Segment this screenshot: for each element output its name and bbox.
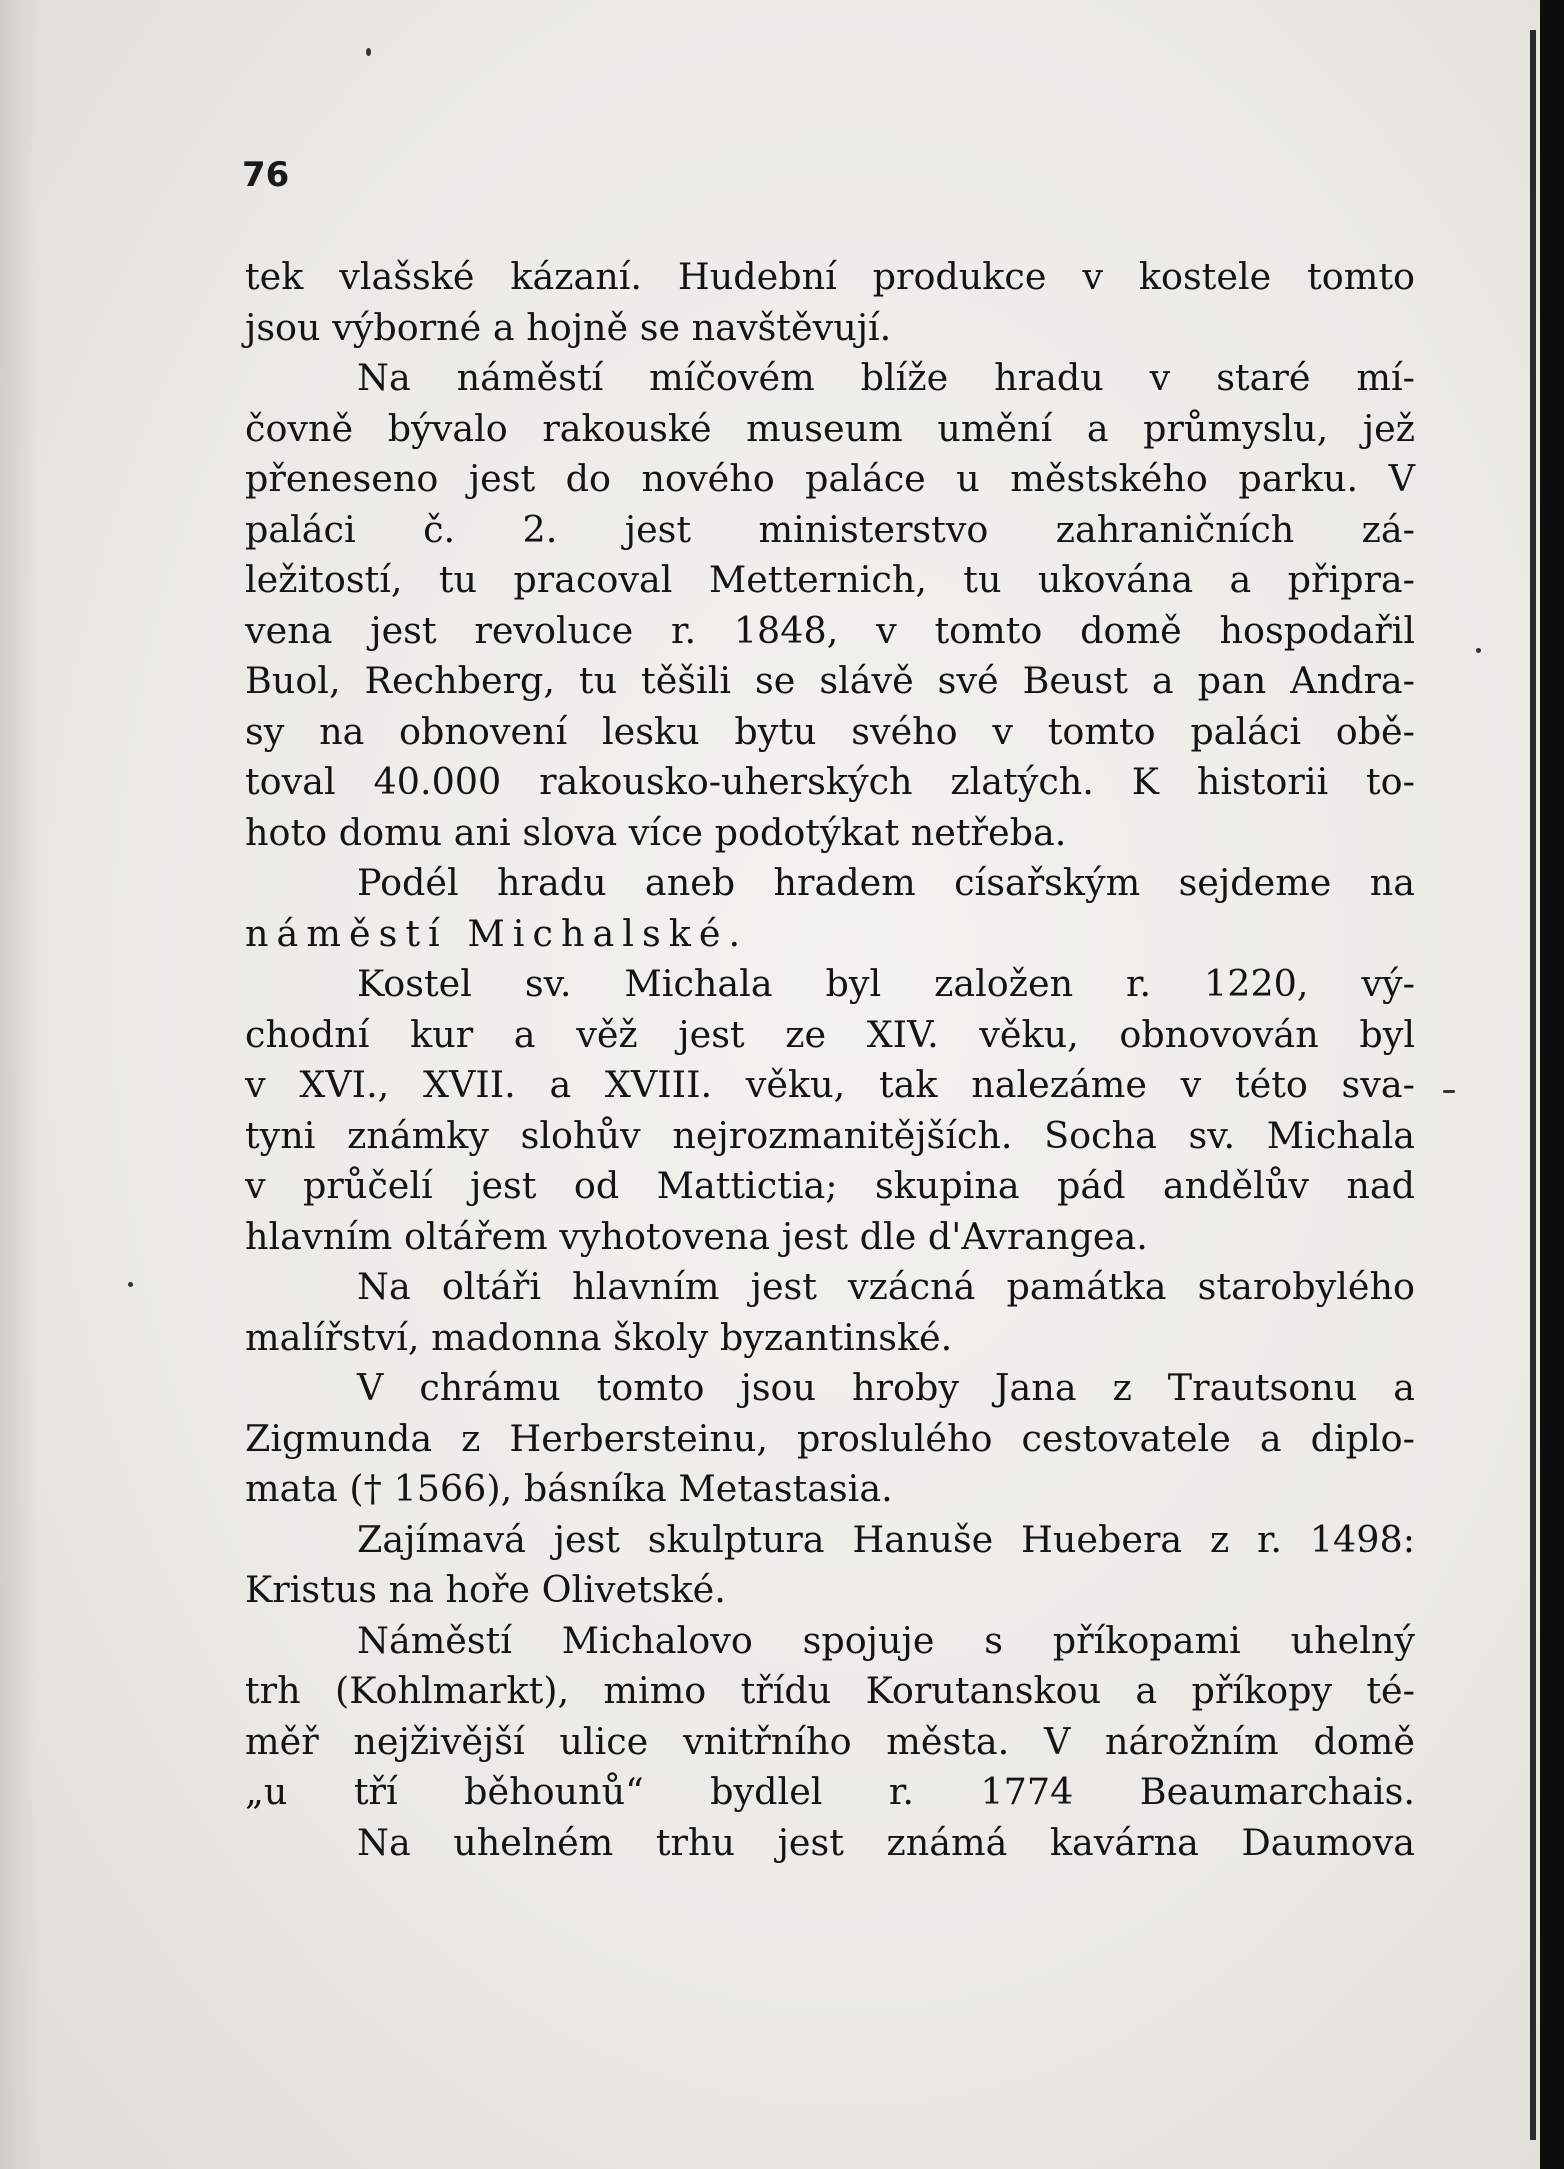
text-line: hoto domu ani slova více podotýkat netřeba. <box>245 810 1067 854</box>
text-line: Buol, Rechberg, tu těšili se slávě své Beust a pan Andra- <box>245 659 1415 702</box>
text-line: Na oltáři hlavním jest vzácná památka starobylého <box>357 1265 1415 1308</box>
text-line: sy na obnovení lesku bytu svého v tomto paláci obě- <box>245 709 1415 753</box>
scan-speck <box>1443 1090 1455 1093</box>
body-text <box>245 252 1415 1868</box>
text-line: paláci č. 2. jest ministerstvo zahraničních zá- <box>245 507 1415 551</box>
page-number: 76 <box>242 155 290 195</box>
page-gutter-shadow <box>0 0 40 2169</box>
text-line: Na uhelném trhu jest známá kavárna Daumova <box>357 1820 1415 1864</box>
scan-speck <box>1476 648 1481 653</box>
text-line: Zigmunda z Herbersteinu, proslulého cestovatele a diplo- <box>245 1416 1415 1460</box>
text-line: Kostel sv. Michala byl založen r. 1220, vý- <box>357 962 1415 1005</box>
text-line: měř nejživější ulice vnitřního města. V nárožním domě <box>245 1719 1415 1763</box>
text-line: Náměstí Michalovo spojuje s příkopami uhelný <box>357 1618 1415 1662</box>
text-line: V chrámu tomto jsou hroby Jana z Trautsonu a <box>357 1366 1415 1409</box>
scan-speck <box>366 48 371 56</box>
text-line: Kristus na hoře Olivetské. <box>245 1568 726 1611</box>
text-line: tyni známky slohův nejrozmanitějších. Socha sv. Michala <box>245 1113 1415 1157</box>
text-line: čovně bývalo rakouské museum umění a průmyslu, jež <box>245 406 1415 450</box>
scan-speck <box>128 1282 133 1287</box>
text-line: v XVI., XVII. a XVIII. věku, tak nalezáme v této sva- <box>245 1063 1415 1106</box>
text-line: v průčelí jest od Mattictia; skupina pád andělův nad <box>245 1164 1415 1207</box>
scan-border-shadow <box>1530 30 1536 2140</box>
text-line: Zajímavá jest skulptura Hanuše Huebera z r. 1498: <box>357 1517 1415 1561</box>
text-line: Podél hradu aneb hradem císařským sejdeme na <box>357 861 1415 904</box>
text-line: malířství, madonna školy byzantinské. <box>245 1315 953 1359</box>
text-line: tek vlašské kázaní. Hudební produkce v kostele tomto <box>245 255 1415 298</box>
text-line: náměstí Michalské. <box>245 911 749 955</box>
text-line: „u tří běhounů“ bydlel r. 1774 Beaumarchais. <box>245 1770 1415 1813</box>
text-line: trh (Kohlmarkt), mimo třídu Korutanskou a příkopy té- <box>245 1669 1415 1712</box>
text-line: jsou výborné a hojně se navštěvují. <box>245 305 892 349</box>
text-line: hlavním oltářem vyhotovena jest dle d'Avrangea. <box>245 1214 1148 1258</box>
text-line: chodní kur a věž jest ze XIV. věku, obnovován byl <box>245 1012 1415 1056</box>
text-line: mata († 1566), básníka Metastasia. <box>245 1467 893 1510</box>
text-line: Na náměstí míčovém blíže hradu v staré mí- <box>357 356 1415 399</box>
text-line: přeneseno jest do nového paláce u městského parku. V <box>245 457 1415 500</box>
text-line: toval 40.000 rakousko-uherských zlatých. K historii to- <box>245 760 1415 803</box>
scan-border-right <box>1540 0 1564 2169</box>
text-line: vena jest revoluce r. 1848, v tomto domě hospodařil <box>245 608 1415 652</box>
text-line: ležitostí, tu pracoval Metternich, tu ukována a připra- <box>245 558 1415 601</box>
